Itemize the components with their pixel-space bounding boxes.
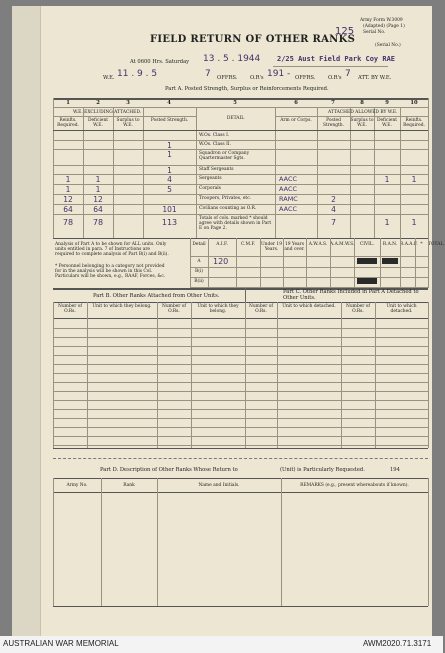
row-cell-c7: 4 [331,205,336,214]
left-column-header: Surplus to W.E. [116,118,140,128]
analysis-top-rule [53,238,428,239]
totals-cell-c9: 1 [384,218,390,227]
analysis-header: CIVIL. [359,242,375,247]
part-c-heading: Part C. Other Ranks Included in Part A Detached to Other Units. [283,289,419,301]
date-handwritten: 13 . 5 . 1944 [203,54,261,64]
row-cell-c1: 1 [65,185,71,194]
header-bottom-rule [53,130,428,131]
part-d-header: Name and Initials. [198,483,240,488]
part-b-header: Unit to which they belong. [197,304,239,314]
part-d-header: REMARKS (e.g., present whereabouts if known). [300,483,409,488]
att-group-rule [275,116,428,117]
analysis-col-rule [236,238,237,288]
part-c-header: Unit to which detached. [386,304,417,314]
row-arm-corps: AACC [279,175,298,183]
row-detail: Civilians counting as O.R. [199,206,257,211]
analysis-header: R.A.A.F. [400,242,418,247]
bc-row-rule [53,346,428,347]
left-column-header: Posted Strength. [150,118,189,123]
analysis-header: A.A.M.W.S. [330,242,355,247]
part-d-header: Rank [123,483,135,488]
bc-row-rule [53,364,428,365]
analysis-aif-handwritten: 120 [213,257,229,266]
right-column-header: Deficient W.E. [376,118,398,128]
serial-no-handwritten: 125 [335,26,355,37]
bc-row-rule [53,427,428,428]
ors-handwritten: 191 [267,69,285,79]
form-paper [12,6,445,636]
bc-row-rule [53,382,428,383]
analysis-header: A.I.F. [216,242,228,247]
part-d-year: 194 [390,467,400,473]
column-number: 3 [126,100,130,106]
analysis-header: * [420,242,423,247]
part-a-heading: Part A. Posted Strength, Surplus or Reinforcements Required. [165,86,329,92]
row-cell-c4: 1 [167,166,172,175]
row-rule [53,149,428,150]
left-column-header: Deficient W.E. [87,118,109,128]
part-c-header: Number of O.Rs. [248,304,273,314]
bc-row-rule [53,400,428,401]
ors2-handwritten: 7 [345,69,351,79]
analysis-col-rule [400,238,401,288]
row-cell-c1: 64 [63,205,73,214]
d-top-rule [53,478,428,479]
part-b-header: Unit to which they belong. [92,304,152,309]
row-detail: Troopers, Privates, etc. [199,196,252,201]
row-cell-c9: 1 [384,175,390,184]
army-form-label: Army Form W.3009 [360,18,403,23]
part-d-heading: Part D. Description of Other Ranks Whose Return to [100,467,238,473]
blackout-raaf-a [382,258,398,264]
analysis-header: TOTAL. [428,242,445,247]
analysis-col-rule [415,238,416,288]
serial-no-label: Serial No. [363,30,386,35]
totals-cell-c2: 78 [92,218,104,227]
column-number: 10 [410,100,418,106]
col-rule [428,98,429,238]
analysis-col-rule [330,238,331,288]
detail-header: DETAIL [226,116,245,121]
part-b-header: Number of O.Rs. [161,304,186,314]
d-bottom-rule [53,606,428,607]
bc-header-bottom-rule [53,318,428,319]
col-rule [275,107,276,238]
d-col-rule [157,478,158,606]
row-cell-c2: 64 [93,205,103,214]
column-number: 8 [360,100,364,106]
row-cell-c2: 1 [95,185,101,194]
d-header-rule [53,492,428,493]
analysis-header: C.M.F. [240,242,256,247]
totals-detail: Totals of cols. marked * should agree with details shown in Part E on Page 2. [199,216,272,231]
row-detail: W.Os. Class I. [199,133,230,138]
part-d-header: Army No. [66,483,88,488]
col-rule [196,107,197,238]
analysis-col-rule [283,238,284,288]
row-cell-c7: 2 [331,195,336,204]
analysis-col-rule [306,238,307,288]
analysis-header: R.A.N. [382,242,398,247]
archive-footer [0,636,443,653]
row-cell-c2: 1 [95,175,101,184]
blackout-ran-a [357,258,377,264]
bc-row-rule [53,337,428,338]
form-content [45,6,445,636]
offrs-handwritten: 7 [205,69,211,79]
we-label: W.E. [103,75,115,81]
part-d-heading-mid: (Unit) is Particularly Requested. [280,467,365,473]
row-cell-c4: 1 [167,150,172,159]
row-rule [53,214,428,215]
totals-cell-c1: 78 [62,218,74,227]
row-cell-c4: 5 [167,185,172,194]
row-detail: Sergeants [199,176,222,181]
row-cell-c4: 4 [167,175,172,184]
bc-bottom-rule [53,448,428,449]
footer-right: AWM2020.71.3171 [363,639,432,648]
analysis-header: Detail [192,242,206,247]
analysis-note: Analysis of Part A to be shown for ALL units. Only units entitled in para. 7 of Instructions are required to complete analysis of Part B(i) and B(ii). [55,242,169,257]
row-arm-corps: AACC [279,205,298,213]
colnum-rule [53,107,428,108]
right-column-header: Arm or Corps. [280,118,312,123]
unit-stamp: 2/25 Aust Field Park Coy RAE [277,55,396,63]
analysis-header: A.W.A.S. [308,242,328,247]
serial-no-hint: (Serial No.) [375,43,401,48]
bc-row-rule [53,409,428,410]
bc-row-rule [53,391,428,392]
form-title: FIELD RETURN OF OTHER RANKS [150,34,356,45]
column-number: 7 [331,100,335,106]
row-detail: Squadron or Company Quartermaster Sgts. [199,151,250,161]
bc-row-rule [53,355,428,356]
analysis-row-label: A [197,259,201,264]
right-column-header: Reinfts. Required. [403,118,425,128]
right-column-header: Surplus to W.E. [350,118,374,128]
row-cell-c4: 1 [167,141,172,150]
blackout-ran-bii [357,278,377,284]
analysis-col-rule [354,238,355,288]
totals-cell-c7: 7 [330,218,337,227]
personnel-note: * Personnel belonging to a category not provided for in the analysis will be shown in this Col. Particulars will be shown, e.g., RAAF, Forces, &c. [55,264,166,279]
column-number: 6 [294,100,298,106]
unit-underline [273,66,388,67]
row-rule [53,165,428,166]
part-b-header: Number of O.Rs. [57,304,82,314]
d-col-rule [281,478,282,606]
analysis-row-rule [190,267,428,268]
d-col-rule [53,478,54,606]
part-c-header: Number of O.Rs. [345,304,370,314]
d-col-rule [428,478,429,606]
analysis-col-rule [380,238,381,288]
column-number: 4 [167,100,171,106]
offrs-label: OFFRS. [217,75,238,81]
row-arm-corps: RAMC [279,195,298,203]
column-number: 1 [66,100,70,106]
bc-row-rule [53,445,428,446]
row-cell-c4: 101 [162,205,177,214]
at-label: At 0600 Hrs. Saturday [130,59,190,65]
bc-row-rule [53,418,428,419]
analysis-row-label: B(i) [194,269,204,274]
bc-row-rule [53,373,428,374]
bc-col-rule [428,302,429,448]
left-column-header: Reinfts. Required. [57,118,79,128]
totals-cell-c10: 1 [411,218,417,227]
row-cell-c1: 1 [65,175,71,184]
row-detail: Staff Sergeants [199,167,234,172]
totals-cell-c4: 113 [161,218,178,227]
row-cell-c10: 1 [411,175,417,184]
column-number: 5 [233,100,237,106]
analysis-header: Under 19 Years. [260,242,283,252]
analysis-header: 19 Years and over. [284,242,305,252]
part-b-heading: Part B. Other Ranks Attached from Other Units. [93,293,220,299]
adapted-label: (Adapted) (Page 1) [363,24,405,29]
we-handwritten: 11 . 9 . 5 [117,69,158,79]
analysis-col-rule [208,238,209,288]
bc-header-top-rule [53,302,428,303]
row-cell-c2: 12 [93,195,103,204]
row-arm-corps: AACC [279,185,298,193]
analysis-col-rule [260,238,261,288]
dashed-separator [53,458,428,459]
we-group-rule [53,116,196,117]
footer-left: AUSTRALIAN WAR MEMORIAL [3,639,119,648]
row-detail: Corporals [199,186,221,191]
column-number: 9 [385,100,389,106]
bc-row-rule [53,328,428,329]
part-c-header: Unit to which detached. [282,304,336,309]
analysis-row-label: B(ii) [194,279,204,284]
column-number: 2 [96,100,100,106]
right-column-header: Posted Strength. [322,118,345,128]
row-cell-c1: 12 [63,195,73,204]
d-col-rule [101,478,102,606]
offrs2-handwritten: - [287,69,291,79]
ors2-label: O.R's [328,75,342,81]
analysis-row-rule [190,277,428,278]
offrs2-label: OFFRS. [295,75,316,81]
group-att-header: ATTACHED ALLOWED BY W.E. [328,110,398,115]
att-label: ATT. BY W.E. [358,75,392,81]
group-we-header: W.E. EXCLUDING ATTACHED. [73,110,142,115]
ors-label: O.R's [250,75,264,81]
bc-row-rule [53,436,428,437]
binding-strip [12,6,41,636]
row-rule [53,140,428,141]
analysis-col-rule [428,238,429,288]
row-detail: W.Os. Class II. [199,142,231,147]
